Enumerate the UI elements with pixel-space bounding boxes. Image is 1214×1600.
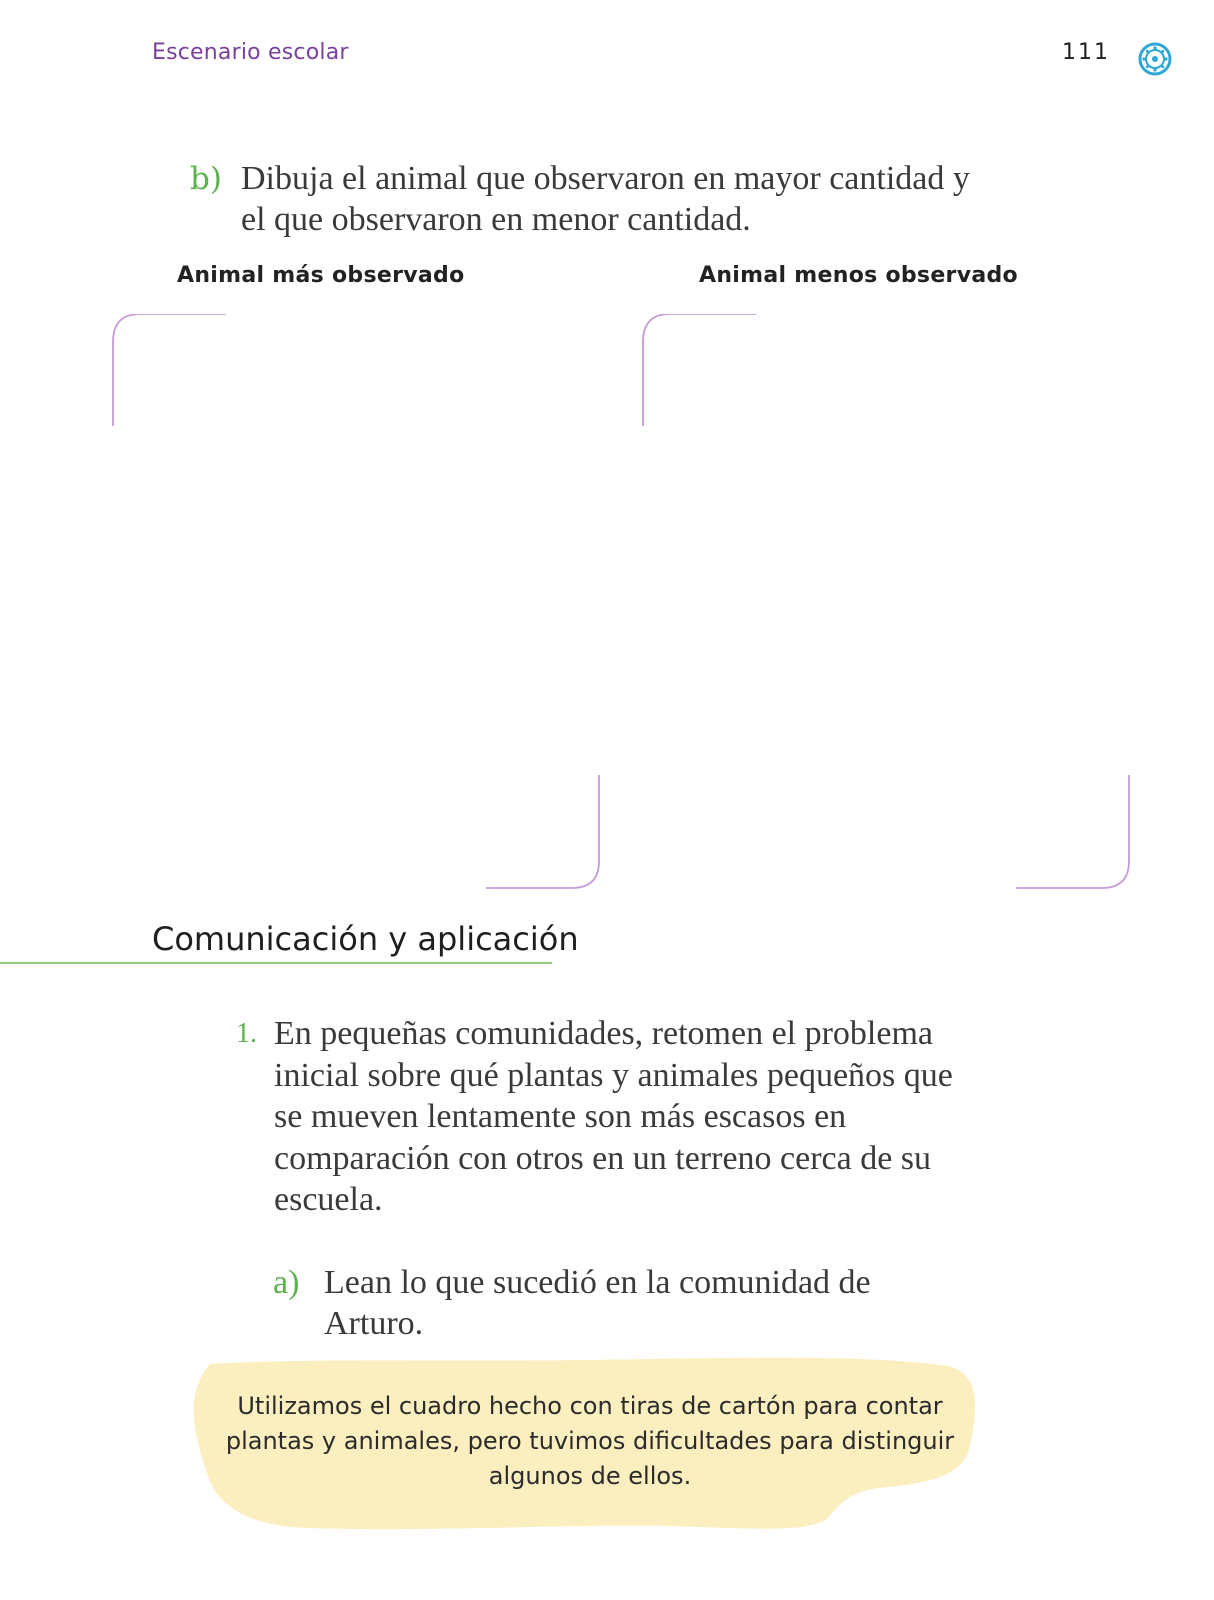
header-section-title: Escenario escolar <box>152 40 349 65</box>
activity-1-marker: 1. <box>236 1018 257 1049</box>
label-most-observed: Animal más observado <box>177 263 465 288</box>
frame-corner-bottom-right <box>486 775 599 888</box>
activity-b-text: Dibuja el animal que observaron en mayor cantidad y el que observaron en menor cantidad. <box>241 160 970 238</box>
note-text: Utilizamos el cuadro hecho con tiras de cartón para contar plantas y animales, pero tuvimos dificultades para distinguir algunos de ellos. <box>225 1392 955 1490</box>
activity-1-text: En pequeñas comunidades, retomen el problema inicial sobre qué plantas y animales pequeños que se mueven lentamente son más escasos en comparación con otros en un terreno cerca de su escuela. <box>274 1015 953 1218</box>
label-least-observed: Animal menos observado <box>699 263 1018 288</box>
section-title: Comunicación y aplicación <box>152 920 579 958</box>
page-number: 111 <box>1062 40 1110 65</box>
activity-a-marker: a) <box>273 1264 300 1301</box>
section-divider <box>0 962 552 964</box>
activity-b-marker: b) <box>190 161 222 197</box>
drawing-area-least-observed[interactable] <box>642 314 1142 890</box>
frame-corner-bottom-right <box>1016 775 1129 888</box>
activity-a-text: Lean lo que sucedió en la comunidad de Arturo. <box>324 1264 871 1342</box>
frame-corner-top-left <box>643 314 756 426</box>
drawing-area-most-observed[interactable] <box>112 314 612 890</box>
sun-emblem-icon <box>1137 41 1173 77</box>
frame-corner-top-left <box>113 314 226 426</box>
